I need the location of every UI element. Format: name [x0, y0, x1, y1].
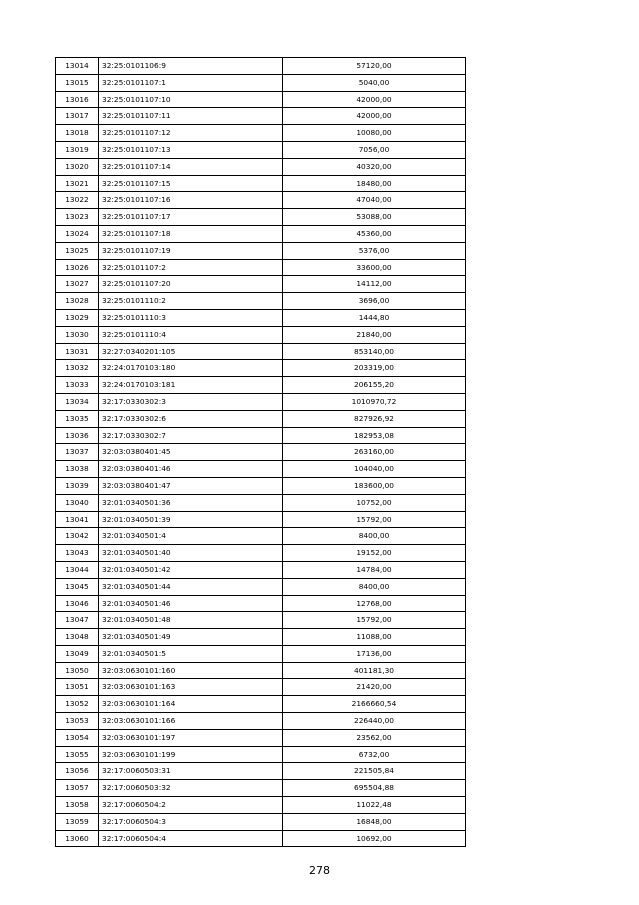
cadastral-value-cell: 695504,88 — [283, 780, 466, 797]
cadastral-value-cell: 5376,00 — [283, 242, 466, 259]
row-number-cell: 13022 — [56, 192, 99, 209]
row-number-cell: 13016 — [56, 91, 99, 108]
cadastral-number-cell: 32:25:0101107:14 — [99, 158, 283, 175]
cadastral-value-cell: 45360,00 — [283, 225, 466, 242]
row-number-cell: 13015 — [56, 74, 99, 91]
cadastral-value-cell: 14112,00 — [283, 276, 466, 293]
table-row — [56, 561, 466, 578]
cadastral-number-cell: 32:01:0340501:40 — [99, 545, 283, 562]
row-number-cell: 13036 — [56, 427, 99, 444]
row-number-cell: 13028 — [56, 293, 99, 310]
table-row — [56, 444, 466, 461]
row-number-cell: 13034 — [56, 393, 99, 410]
cadastral-value-cell: 206155,20 — [283, 377, 466, 394]
cadastral-number-cell: 32:25:0101110:4 — [99, 326, 283, 343]
cadastral-value-cell: 12768,00 — [283, 595, 466, 612]
table-row — [56, 309, 466, 326]
table-row — [56, 545, 466, 562]
cadastral-value-cell: 203319,00 — [283, 360, 466, 377]
table-row — [56, 797, 466, 814]
cadastral-value-cell: 14784,00 — [283, 561, 466, 578]
cadastral-value-cell: 6732,00 — [283, 746, 466, 763]
table-row — [56, 511, 466, 528]
cadastral-value-cell: 18480,00 — [283, 175, 466, 192]
cadastral-number-cell: 32:25:0101107:18 — [99, 225, 283, 242]
table-row — [56, 175, 466, 192]
cadastral-value-cell: 40320,00 — [283, 158, 466, 175]
table-row — [56, 158, 466, 175]
cadastral-number-cell: 32:25:0101107:12 — [99, 125, 283, 142]
row-number-cell: 13032 — [56, 360, 99, 377]
table-row — [56, 326, 466, 343]
table-row — [56, 192, 466, 209]
cadastral-number-cell: 32:24:0170103:181 — [99, 377, 283, 394]
row-number-cell: 13023 — [56, 209, 99, 226]
cadastral-value-cell: 10752,00 — [283, 494, 466, 511]
row-number-cell: 13038 — [56, 461, 99, 478]
page-number: 278 — [309, 864, 330, 877]
cadastral-number-cell: 32:01:0340501:39 — [99, 511, 283, 528]
cadastral-number-cell: 32:25:0101107:17 — [99, 209, 283, 226]
row-number-cell: 13037 — [56, 444, 99, 461]
table-row — [56, 645, 466, 662]
cadastral-number-cell: 32:24:0170103:180 — [99, 360, 283, 377]
row-number-cell: 13056 — [56, 763, 99, 780]
cadastral-number-cell: 32:03:0630101:164 — [99, 696, 283, 713]
cadastral-number-cell: 32:17:0330302:7 — [99, 427, 283, 444]
cadastral-number-cell: 32:01:0340501:4 — [99, 528, 283, 545]
table-row — [56, 494, 466, 511]
row-number-cell: 13055 — [56, 746, 99, 763]
table-row — [56, 276, 466, 293]
table-row — [56, 679, 466, 696]
row-number-cell: 13057 — [56, 780, 99, 797]
cadastral-number-cell: 32:03:0380401:45 — [99, 444, 283, 461]
table-row — [56, 259, 466, 276]
cadastral-number-cell: 32:27:0340201:105 — [99, 343, 283, 360]
row-number-cell: 13048 — [56, 629, 99, 646]
row-number-cell: 13052 — [56, 696, 99, 713]
cadastral-value-cell: 47040,00 — [283, 192, 466, 209]
cadastral-value-cell: 182953,08 — [283, 427, 466, 444]
cadastral-number-cell: 32:25:0101107:2 — [99, 259, 283, 276]
cadastral-value-cell: 16848,00 — [283, 813, 466, 830]
cadastral-number-cell: 32:01:0340501:5 — [99, 645, 283, 662]
cadastral-number-cell: 32:01:0340501:49 — [99, 629, 283, 646]
cadastral-number-cell: 32:01:0340501:42 — [99, 561, 283, 578]
cadastral-number-cell: 32:03:0630101:197 — [99, 729, 283, 746]
row-number-cell: 13031 — [56, 343, 99, 360]
cadastral-value-cell: 57120,00 — [283, 58, 466, 75]
cadastral-number-cell: 32:03:0630101:166 — [99, 713, 283, 730]
table-body — [56, 58, 466, 847]
row-number-cell: 13043 — [56, 545, 99, 562]
cadastral-value-cell: 853140,00 — [283, 343, 466, 360]
table-row — [56, 427, 466, 444]
cadastral-number-cell: 32:01:0340501:44 — [99, 578, 283, 595]
cadastral-value-cell: 183600,00 — [283, 477, 466, 494]
table-row — [56, 696, 466, 713]
cadastral-value-cell: 23562,00 — [283, 729, 466, 746]
table-row — [56, 393, 466, 410]
cadastral-number-cell: 32:25:0101107:13 — [99, 141, 283, 158]
cadastral-value-cell: 42000,00 — [283, 108, 466, 125]
table-row — [56, 813, 466, 830]
row-number-cell: 13039 — [56, 477, 99, 494]
table-row — [56, 477, 466, 494]
cadastral-number-cell: 32:25:0101107:1 — [99, 74, 283, 91]
row-number-cell: 13049 — [56, 645, 99, 662]
row-number-cell: 13024 — [56, 225, 99, 242]
table-row — [56, 662, 466, 679]
row-number-cell: 13059 — [56, 813, 99, 830]
cadastral-value-cell: 10080,00 — [283, 125, 466, 142]
table-row — [56, 629, 466, 646]
row-number-cell: 13053 — [56, 713, 99, 730]
cadastral-value-cell: 15792,00 — [283, 612, 466, 629]
table-row — [56, 91, 466, 108]
cadastral-value-cell: 10692,00 — [283, 830, 466, 847]
row-number-cell: 13045 — [56, 578, 99, 595]
row-number-cell: 13019 — [56, 141, 99, 158]
row-number-cell: 13044 — [56, 561, 99, 578]
cadastral-number-cell: 32:03:0630101:160 — [99, 662, 283, 679]
table-row — [56, 242, 466, 259]
row-number-cell: 13046 — [56, 595, 99, 612]
row-number-cell: 13025 — [56, 242, 99, 259]
cadastral-value-cell: 104040,00 — [283, 461, 466, 478]
cadastral-number-cell: 32:25:0101110:2 — [99, 293, 283, 310]
cadastral-value-table — [55, 57, 466, 847]
cadastral-value-cell: 42000,00 — [283, 91, 466, 108]
cadastral-value-cell: 2166660,54 — [283, 696, 466, 713]
table-row — [56, 713, 466, 730]
row-number-cell: 13021 — [56, 175, 99, 192]
table-row — [56, 209, 466, 226]
cadastral-number-cell: 32:25:0101106:9 — [99, 58, 283, 75]
row-number-cell: 13042 — [56, 528, 99, 545]
row-number-cell: 13050 — [56, 662, 99, 679]
row-number-cell: 13029 — [56, 309, 99, 326]
cadastral-value-cell: 11088,00 — [283, 629, 466, 646]
cadastral-value-cell: 827926,92 — [283, 410, 466, 427]
cadastral-number-cell: 32:03:0630101:163 — [99, 679, 283, 696]
row-number-cell: 13018 — [56, 125, 99, 142]
cadastral-value-cell: 3696,00 — [283, 293, 466, 310]
table-row — [56, 729, 466, 746]
table-row — [56, 125, 466, 142]
cadastral-value-cell: 1010970,72 — [283, 393, 466, 410]
table-row — [56, 763, 466, 780]
table-row — [56, 830, 466, 847]
cadastral-value-cell: 19152,00 — [283, 545, 466, 562]
row-number-cell: 13026 — [56, 259, 99, 276]
cadastral-number-cell: 32:25:0101107:16 — [99, 192, 283, 209]
row-number-cell: 13030 — [56, 326, 99, 343]
cadastral-number-cell: 32:03:0380401:47 — [99, 477, 283, 494]
table-row — [56, 141, 466, 158]
cadastral-number-cell: 32:01:0340501:46 — [99, 595, 283, 612]
row-number-cell: 13040 — [56, 494, 99, 511]
cadastral-number-cell: 32:01:0340501:48 — [99, 612, 283, 629]
cadastral-number-cell: 32:25:0101110:3 — [99, 309, 283, 326]
table-row — [56, 410, 466, 427]
cadastral-value-cell: 11022,48 — [283, 797, 466, 814]
row-number-cell: 13041 — [56, 511, 99, 528]
cadastral-value-cell: 221505,84 — [283, 763, 466, 780]
cadastral-value-cell: 8400,00 — [283, 528, 466, 545]
row-number-cell: 13054 — [56, 729, 99, 746]
row-number-cell: 13060 — [56, 830, 99, 847]
cadastral-value-cell: 1444,80 — [283, 309, 466, 326]
table-row — [56, 343, 466, 360]
cadastral-number-cell: 32:25:0101107:20 — [99, 276, 283, 293]
cadastral-value-cell: 8400,00 — [283, 578, 466, 595]
table-row — [56, 612, 466, 629]
cadastral-value-cell: 5040,00 — [283, 74, 466, 91]
cadastral-value-cell: 401181,30 — [283, 662, 466, 679]
cadastral-value-cell: 33600,00 — [283, 259, 466, 276]
table-row — [56, 780, 466, 797]
row-number-cell: 13014 — [56, 58, 99, 75]
cadastral-value-cell: 15792,00 — [283, 511, 466, 528]
table-row — [56, 746, 466, 763]
cadastral-number-cell: 32:17:0060504:4 — [99, 830, 283, 847]
cadastral-value-cell: 7056,00 — [283, 141, 466, 158]
table-row — [56, 108, 466, 125]
cadastral-number-cell: 32:17:0330302:6 — [99, 410, 283, 427]
table-row — [56, 74, 466, 91]
cadastral-number-cell: 32:01:0340501:36 — [99, 494, 283, 511]
row-number-cell: 13035 — [56, 410, 99, 427]
cadastral-number-cell: 32:17:0330302:3 — [99, 393, 283, 410]
cadastral-number-cell: 32:25:0101107:11 — [99, 108, 283, 125]
row-number-cell: 13047 — [56, 612, 99, 629]
cadastral-number-cell: 32:17:0060504:3 — [99, 813, 283, 830]
row-number-cell: 13020 — [56, 158, 99, 175]
table-row — [56, 528, 466, 545]
table-row — [56, 377, 466, 394]
row-number-cell: 13017 — [56, 108, 99, 125]
table-row — [56, 360, 466, 377]
table-row — [56, 578, 466, 595]
row-number-cell: 13033 — [56, 377, 99, 394]
table-row — [56, 595, 466, 612]
table-row — [56, 461, 466, 478]
cadastral-number-cell: 32:03:0380401:46 — [99, 461, 283, 478]
cadastral-number-cell: 32:17:0060504:2 — [99, 797, 283, 814]
row-number-cell: 13027 — [56, 276, 99, 293]
cadastral-number-cell: 32:25:0101107:15 — [99, 175, 283, 192]
row-number-cell: 13051 — [56, 679, 99, 696]
cadastral-value-cell: 53088,00 — [283, 209, 466, 226]
cadastral-value-cell: 17136,00 — [283, 645, 466, 662]
cadastral-number-cell: 32:03:0630101:199 — [99, 746, 283, 763]
cadastral-value-cell: 21840,00 — [283, 326, 466, 343]
cadastral-number-cell: 32:25:0101107:10 — [99, 91, 283, 108]
table-row — [56, 293, 466, 310]
table-row — [56, 58, 466, 75]
table-row — [56, 225, 466, 242]
cadastral-number-cell: 32:17:0060503:31 — [99, 763, 283, 780]
row-number-cell: 13058 — [56, 797, 99, 814]
cadastral-value-cell: 226440,00 — [283, 713, 466, 730]
cadastral-value-cell: 21420,00 — [283, 679, 466, 696]
cadastral-value-cell: 263160,00 — [283, 444, 466, 461]
cadastral-number-cell: 32:17:0060503:32 — [99, 780, 283, 797]
cadastral-number-cell: 32:25:0101107:19 — [99, 242, 283, 259]
